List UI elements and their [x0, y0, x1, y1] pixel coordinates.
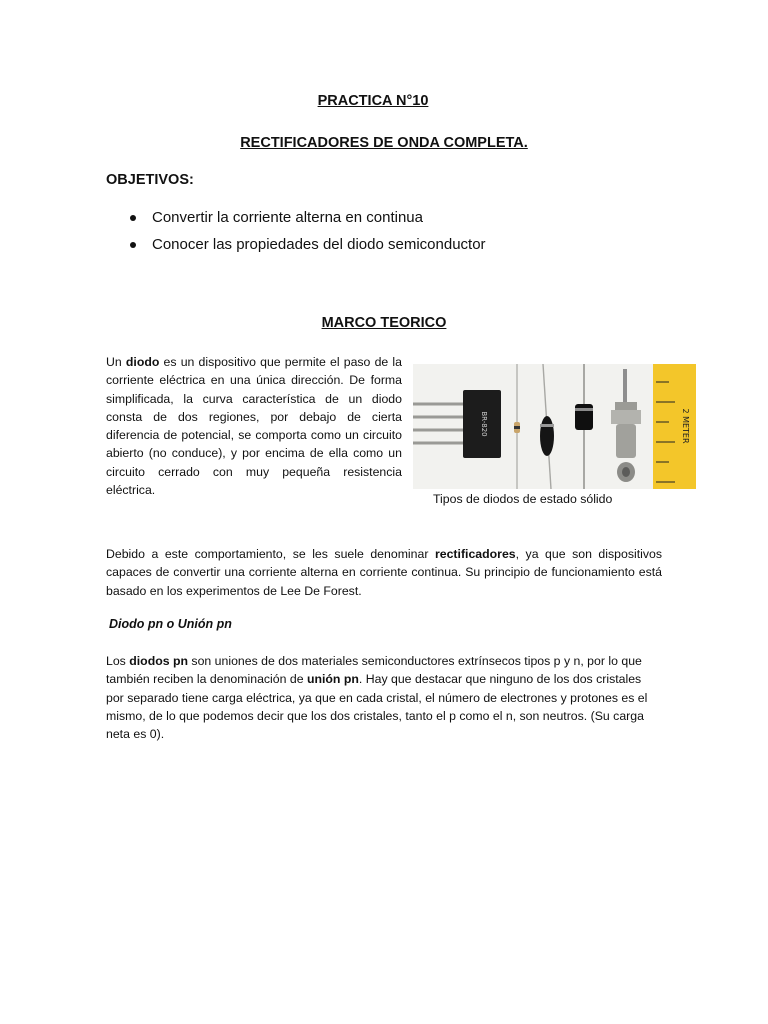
text-run: son uniones de dos materiales semiconductores extrínsecos tipos p y n, por lo que también reciben la denominación de — [106, 654, 642, 687]
text-run: Los — [106, 654, 130, 668]
diode-paragraph — [106, 353, 402, 499]
bold-term: rectificadores — [434, 547, 516, 561]
rectifier-paragraph — [106, 545, 662, 600]
objectives-list — [106, 208, 486, 262]
practice-title-text: PRACTICA N°10 — [317, 93, 429, 109]
figure-caption: Tipos de diodos de estado sólido — [433, 492, 613, 506]
subsection-heading: Diodo pn o Unión pn — [109, 617, 232, 631]
practice-title — [0, 93, 768, 109]
section-heading-marco: MARCO TEORICO — [321, 315, 447, 331]
pn-junction-paragraph — [106, 652, 662, 743]
text-run: , ya que son dispositivos capaces de convertir una corriente alterna en corriente continua. Su principio de funcionamiento está basado en los experimentos de Lee De Forest. — [106, 547, 662, 598]
tape-label: 2 METER — [681, 408, 690, 444]
text-run: Un — [106, 355, 126, 369]
objectives-heading: OBJETIVOS: — [106, 172, 194, 188]
objective-item: Convertir la corriente alterna en continua — [106, 208, 486, 235]
diodes-illustration — [413, 364, 696, 489]
text-run: . Hay que destacar que ninguno de los dos cristales por separado tiene carga eléctrica, ya que en cada cristal, el número de electrones y protones es el mismo, de lo que podemos decir que los dos cristales, tanto el p como el n, son neutros. (Su carga neta es 0). — [106, 672, 648, 742]
text-run: Debido a este comportamiento, se les suele denominar — [106, 547, 435, 561]
chip-label: BR-820 — [480, 411, 488, 437]
bold-term: diodos pn — [129, 654, 188, 668]
bold-term: diodo — [125, 355, 160, 369]
bold-term: unión pn — [306, 672, 359, 687]
objective-item: Conocer las propiedades del diodo semiconductor — [106, 235, 486, 262]
tape-measure — [653, 364, 696, 489]
document-subtitle: RECTIFICADORES DE ONDA COMPLETA. — [240, 135, 528, 151]
text-run: es un dispositivo que permite el paso de la corriente eléctrica en una única dirección. De forma simplificada, la curva característica de un diodo consta de dos regiones, por debajo de cierta diferencia de potencial, se comporta como un circuito abierto (no conduce), y por encima de ella como un circuito cerrado con muy pequeña resistencia eléctrica. — [106, 355, 402, 498]
diodes-photo — [413, 364, 696, 489]
